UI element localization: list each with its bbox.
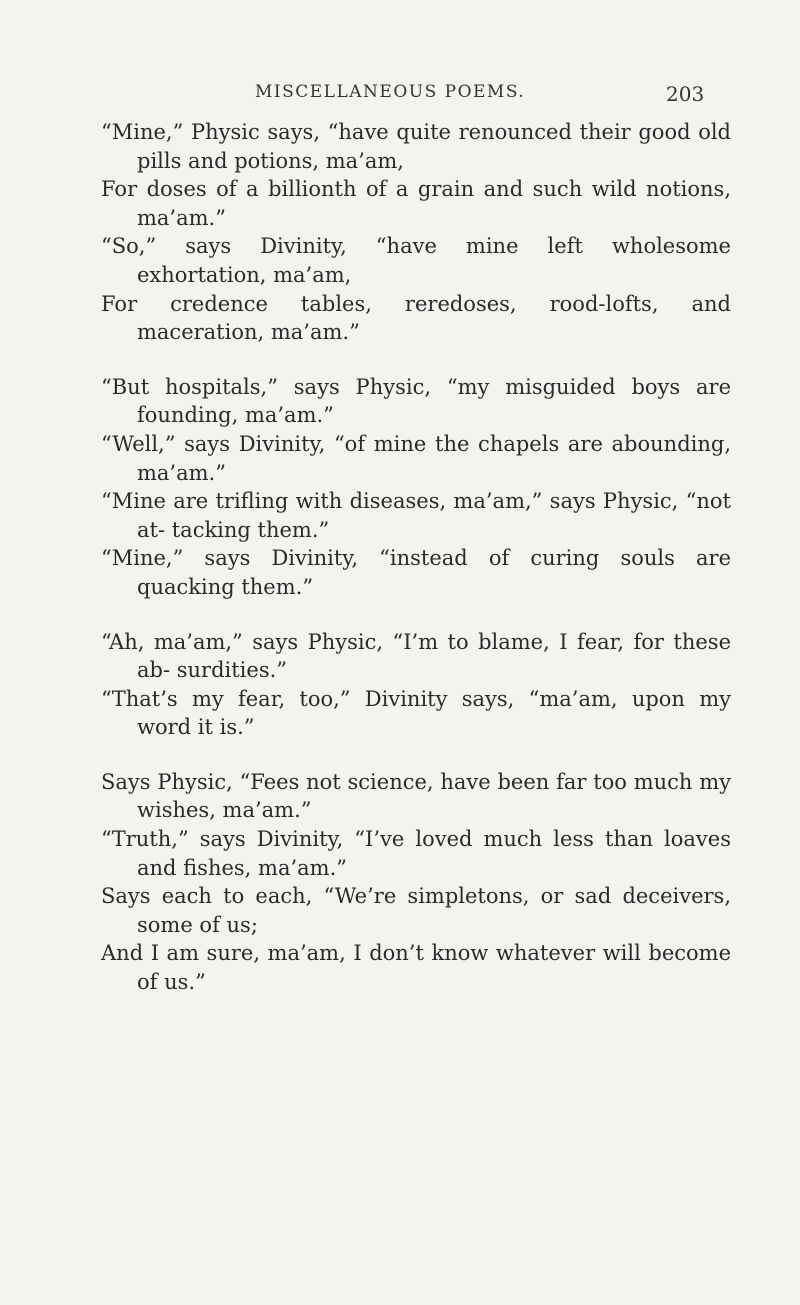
- poem-line: “Mine are trifling with diseases, ma’am,” says Physic, “not at- tacking them.”: [101, 489, 731, 542]
- poem-body: [101, 118, 731, 997]
- poem-line: “Well,” says Divinity, “of mine the chapels are abounding, ma’am.”: [101, 431, 731, 485]
- poem-line: “Truth,” says Divinity, “I’ve loved much less than loaves and fishes, ma’am.”: [101, 827, 731, 880]
- stanza-4: [101, 768, 731, 997]
- poem-line: “That’s my fear, too,” Divinity says, “ma’am, upon my word it is.”: [101, 686, 731, 740]
- running-head: [0, 82, 800, 106]
- poem-line: “So,” says Divinity, “have mine left wholesome exhortation, ma’am,: [101, 234, 731, 287]
- stanza-1: [101, 118, 731, 347]
- poem-line: Says each to each, “We’re simpletons, or sad deceivers, some of us;: [101, 884, 731, 937]
- poem-line: “But hospitals,” says Physic, “my misguided boys are founding, ma’am.”: [101, 374, 731, 428]
- poem-line: “Mine,” says Divinity, “instead of curing souls are quacking them.”: [101, 546, 731, 599]
- poem-line: “Mine,” Physic says, “have quite renounced their good old pills and potions, ma’am,: [101, 120, 731, 173]
- poem-line: And I am sure, ma’am, I don’t know whatever will become of us.”: [101, 941, 731, 995]
- running-title: MISCELLANEOUS POEMS.: [255, 82, 526, 102]
- stanza-2: [101, 373, 731, 602]
- page-number: 203: [666, 82, 705, 106]
- poem-line: “Ah, ma’am,” says Physic, “I’m to blame, I fear, for these ab- surdities.”: [101, 629, 731, 683]
- poem-line: For doses of a billionth of a grain and such wild notions, ma’am.”: [101, 177, 731, 230]
- poem-line: Says Physic, “Fees not science, have been far too much my wishes, ma’am.”: [101, 769, 731, 823]
- stanza-3: [101, 628, 731, 742]
- poem-line: For credence tables, reredoses, rood-lofts, and maceration, ma’am.”: [101, 291, 731, 345]
